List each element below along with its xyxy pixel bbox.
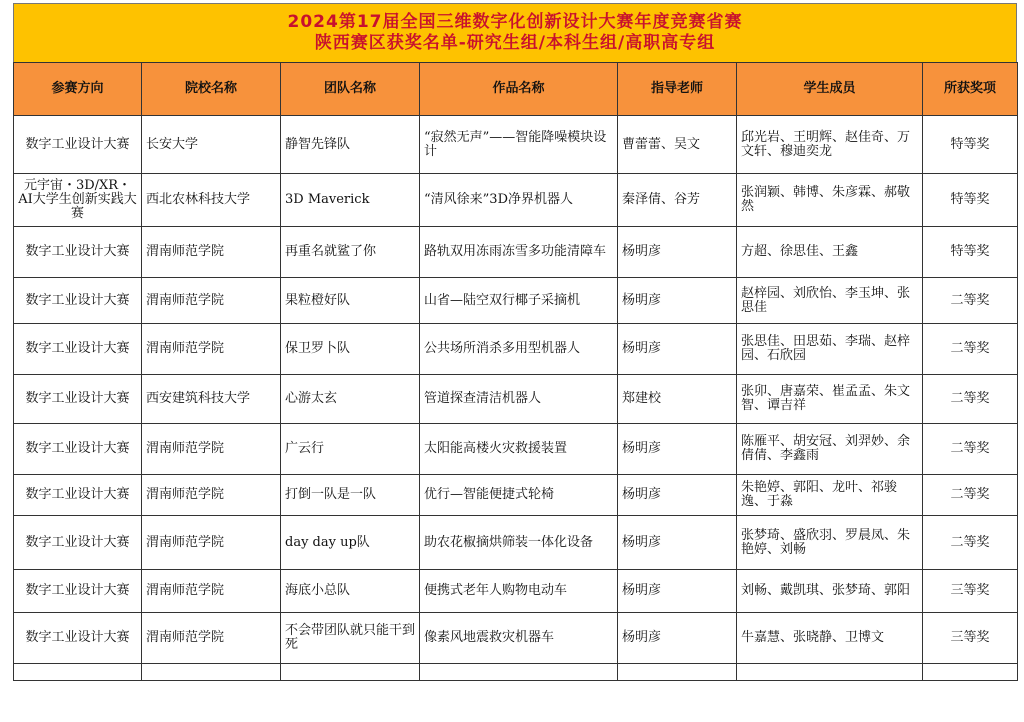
table-row bbox=[14, 227, 1018, 278]
cell-students: 张梦琦、盛欣羽、罗晨凤、朱艳婷、刘畅 bbox=[737, 516, 923, 570]
table-row bbox=[14, 475, 1018, 516]
cell-students: 刘畅、戴凯琪、张梦琦、郭阳 bbox=[737, 570, 923, 613]
table-row bbox=[14, 570, 1018, 613]
cell-school: 渭南师范学院 bbox=[142, 324, 281, 375]
cell-students: 张思佳、田思茹、李瑞、赵梓园、石欣园 bbox=[737, 324, 923, 375]
cell-students: 牛嘉慧、张晓静、卫博文 bbox=[737, 613, 923, 664]
cell-school: 长安大学 bbox=[142, 116, 281, 174]
cell-empty bbox=[420, 664, 618, 681]
table-row bbox=[14, 516, 1018, 570]
cell-work: 山省—陆空双行椰子采摘机 bbox=[420, 278, 618, 324]
cell-work: 管道探查清洁机器人 bbox=[420, 375, 618, 424]
cell-empty bbox=[142, 664, 281, 681]
cell-team: day day up队 bbox=[281, 516, 420, 570]
cell-advisor: 杨明彦 bbox=[618, 278, 737, 324]
cell-award: 二等奖 bbox=[923, 278, 1018, 324]
cell-category: 数字工业设计大赛 bbox=[14, 475, 142, 516]
cell-work: 路轨双用冻雨冻雪多功能清障车 bbox=[420, 227, 618, 278]
cell-school: 西北农林科技大学 bbox=[142, 174, 281, 227]
cell-award: 二等奖 bbox=[923, 516, 1018, 570]
cell-award: 特等奖 bbox=[923, 227, 1018, 278]
cell-award: 二等奖 bbox=[923, 324, 1018, 375]
cell-empty bbox=[737, 664, 923, 681]
header-school: 院校名称 bbox=[142, 63, 281, 116]
cell-category: 数字工业设计大赛 bbox=[14, 613, 142, 664]
header-students: 学生成员 bbox=[737, 63, 923, 116]
title-line-2: 陕西赛区获奖名单-研究生组/本科生组/高职高专组 bbox=[314, 33, 716, 53]
title-line-1: 2024第17届全国三维数字化创新设计大赛年度竞赛省赛 bbox=[287, 12, 743, 32]
header-advisor: 指导老师 bbox=[618, 63, 737, 116]
cell-school: 渭南师范学院 bbox=[142, 613, 281, 664]
cell-advisor: 杨明彦 bbox=[618, 570, 737, 613]
cell-team: 广云行 bbox=[281, 424, 420, 475]
cell-advisor: 秦泽倩、谷芳 bbox=[618, 174, 737, 227]
cell-advisor: 杨明彦 bbox=[618, 475, 737, 516]
cell-work: 助农花椒摘烘筛装一体化设备 bbox=[420, 516, 618, 570]
cell-work: 公共场所消杀多用型机器人 bbox=[420, 324, 618, 375]
title-banner bbox=[13, 3, 1017, 63]
cell-advisor: 杨明彦 bbox=[618, 613, 737, 664]
cell-advisor: 杨明彦 bbox=[618, 424, 737, 475]
cell-team: 果粒橙好队 bbox=[281, 278, 420, 324]
table-row bbox=[14, 424, 1018, 475]
cell-team: 再重名就鲨了你 bbox=[281, 227, 420, 278]
cell-team: 静智先锋队 bbox=[281, 116, 420, 174]
header-award: 所获奖项 bbox=[923, 63, 1018, 116]
cell-award: 二等奖 bbox=[923, 424, 1018, 475]
cell-team: 3D Maverick bbox=[281, 174, 420, 227]
cell-award: 二等奖 bbox=[923, 475, 1018, 516]
header-work: 作品名称 bbox=[420, 63, 618, 116]
cell-team: 保卫罗卜队 bbox=[281, 324, 420, 375]
cell-advisor: 杨明彦 bbox=[618, 516, 737, 570]
cell-students: 方超、徐思佳、王鑫 bbox=[737, 227, 923, 278]
cell-category: 数字工业设计大赛 bbox=[14, 516, 142, 570]
cell-award: 特等奖 bbox=[923, 116, 1018, 174]
cell-students: 张卯、唐嘉荣、崔孟孟、朱文智、谭吉祥 bbox=[737, 375, 923, 424]
cell-advisor: 杨明彦 bbox=[618, 227, 737, 278]
cell-students: 赵梓园、刘欣怡、李玉坤、张思佳 bbox=[737, 278, 923, 324]
cell-category: 数字工业设计大赛 bbox=[14, 227, 142, 278]
cell-advisor: 曹蕾蕾、吴文 bbox=[618, 116, 737, 174]
cell-students: 张润颖、韩博、朱彦霖、郝敬然 bbox=[737, 174, 923, 227]
table-row bbox=[14, 116, 1018, 174]
cell-school: 渭南师范学院 bbox=[142, 475, 281, 516]
cell-advisor: 郑建校 bbox=[618, 375, 737, 424]
cell-empty bbox=[14, 664, 142, 681]
cell-advisor: 杨明彦 bbox=[618, 324, 737, 375]
cell-work: 便携式老年人购物电动车 bbox=[420, 570, 618, 613]
table-row bbox=[14, 613, 1018, 664]
cell-work: 像素风地震救灾机器车 bbox=[420, 613, 618, 664]
cell-team: 海底小总队 bbox=[281, 570, 420, 613]
cell-school: 渭南师范学院 bbox=[142, 227, 281, 278]
cell-work: 太阳能高楼火灾救援装置 bbox=[420, 424, 618, 475]
cell-category: 数字工业设计大赛 bbox=[14, 324, 142, 375]
cell-empty bbox=[618, 664, 737, 681]
cell-empty bbox=[281, 664, 420, 681]
table-row bbox=[14, 278, 1018, 324]
cell-work: “清风徐来”3D净界机器人 bbox=[420, 174, 618, 227]
header-row bbox=[14, 63, 1018, 116]
award-table bbox=[13, 62, 1018, 681]
cell-students: 邱光岩、王明辉、赵佳奇、万文轩、穆迪奕龙 bbox=[737, 116, 923, 174]
cell-award: 三等奖 bbox=[923, 570, 1018, 613]
header-category: 参赛方向 bbox=[14, 63, 142, 116]
cell-team: 心游太玄 bbox=[281, 375, 420, 424]
cell-award: 三等奖 bbox=[923, 613, 1018, 664]
cell-work: 优行—智能便捷式轮椅 bbox=[420, 475, 618, 516]
table-row bbox=[14, 375, 1018, 424]
header-team: 团队名称 bbox=[281, 63, 420, 116]
cell-school: 渭南师范学院 bbox=[142, 278, 281, 324]
cell-work: “寂然无声”——智能降噪模块设计 bbox=[420, 116, 618, 174]
cell-students: 朱艳婷、郭阳、龙叶、祁骏逸、于淼 bbox=[737, 475, 923, 516]
cell-school: 渭南师范学院 bbox=[142, 424, 281, 475]
cell-category: 元宇宙・3D/XR・AI大学生创新实践大赛 bbox=[14, 174, 142, 227]
cell-category: 数字工业设计大赛 bbox=[14, 570, 142, 613]
cell-team: 不会带团队就只能干到死 bbox=[281, 613, 420, 664]
cell-award: 特等奖 bbox=[923, 174, 1018, 227]
cell-students: 陈雁平、胡安冠、刘羿妙、余倩倩、李鑫雨 bbox=[737, 424, 923, 475]
cell-category: 数字工业设计大赛 bbox=[14, 375, 142, 424]
cell-category: 数字工业设计大赛 bbox=[14, 278, 142, 324]
table-row-cutoff bbox=[14, 664, 1018, 681]
cell-school: 西安建筑科技大学 bbox=[142, 375, 281, 424]
cell-category: 数字工业设计大赛 bbox=[14, 424, 142, 475]
cell-school: 渭南师范学院 bbox=[142, 570, 281, 613]
cell-empty bbox=[923, 664, 1018, 681]
cell-award: 二等奖 bbox=[923, 375, 1018, 424]
cell-team: 打倒一队是一队 bbox=[281, 475, 420, 516]
cell-category: 数字工业设计大赛 bbox=[14, 116, 142, 174]
table-row bbox=[14, 174, 1018, 227]
cell-school: 渭南师范学院 bbox=[142, 516, 281, 570]
table-row bbox=[14, 324, 1018, 375]
